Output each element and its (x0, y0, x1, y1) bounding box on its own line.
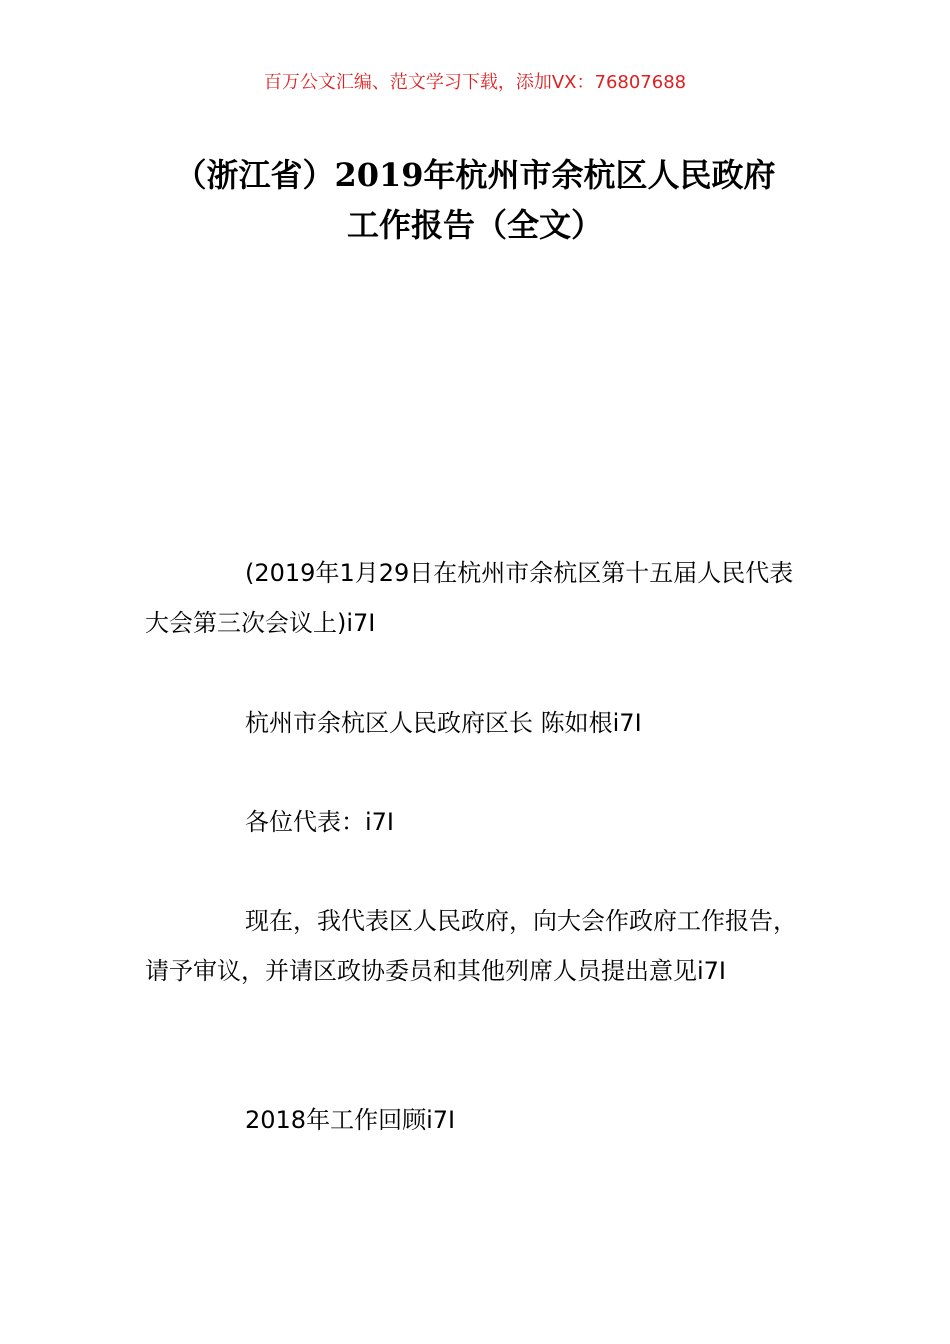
paragraph-intro: 现在，我代表区人民政府，向大会作政府工作报告，请予审议，并请区政协委员和其他列席人员提出意见i7I (145, 907, 797, 985)
paragraph-meeting-info: (2019年1月29日在杭州市余杭区第十五届人民代表大会第三次会议上)i7I (145, 559, 794, 637)
section-heading-review: 2018年工作回顾i7I (245, 1106, 456, 1134)
body-paragraph-2 (145, 698, 810, 748)
paragraph-salutation: 各位代表：i7I (245, 808, 395, 836)
title-line-2: 工作报告（全文） (346, 206, 603, 244)
body-paragraph-4 (145, 896, 810, 996)
body-paragraph-3 (145, 797, 810, 847)
body-paragraph-5 (145, 1095, 810, 1145)
paragraph-speaker: 杭州市余杭区人民政府区长 陈如根i7I (245, 709, 642, 737)
title-line-1: （浙江省）2019年杭州市余杭区人民政府 (174, 156, 776, 194)
body-paragraph-1 (145, 548, 810, 648)
header-note: 百万公文汇编、范文学习下载，添加VX：76807688 (263, 72, 687, 93)
document-title (140, 150, 810, 250)
